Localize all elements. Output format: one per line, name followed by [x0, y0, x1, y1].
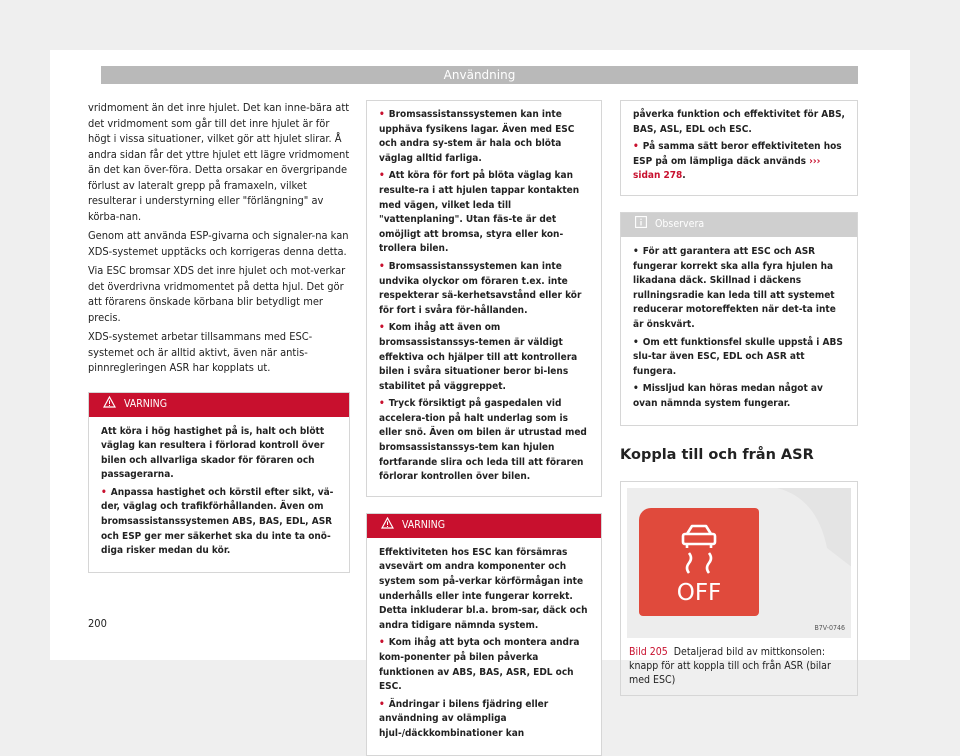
figure — [620, 481, 858, 696]
warning-triangle-icon — [381, 517, 394, 535]
body-paragraph: Via ESC bromsar XDS det inre hjulet och mot-verkar det överdrivna vridmomentet på detta hjul. Det gör att förarens önskade körbana blir betydligt mer precis. — [88, 264, 346, 324]
warning-bullet: • Kom ihåg att byta och montera andra kom-ponenter på bilen påverka funktionen av ABS, BAS, ASR, EDL och ESC. — [379, 637, 580, 693]
bullet-icon: • — [633, 141, 639, 153]
bullet-icon: • — [379, 698, 385, 710]
note-bullet: • Om ett funktionsfel skulle uppstå i ABS slu-tar även ESC, EDL och ASR att fungera. — [633, 336, 843, 377]
column-right — [620, 100, 858, 696]
warning-intro: Att köra i hög hastighet på is, halt och blött väglag kan resultera i förlorad kontroll över bilen och allvarliga skador för föraren och passagerarna. — [101, 425, 325, 481]
body-paragraph: vridmoment än det inre hjulet. Det kan inne-bära att det vridmoment som går till det inre hjulet är för högt i vissa situationer, vilket gör att hjulet slirar. Å andra sidan får det yttre hjulet ett lägre vridmoment än det kan över-föra. Detta orsakar en övergripande förlust av lateralt grepp på framaxeln, vilket resulterar i understyrning eller "förlängning" av körba-nan. — [88, 101, 350, 223]
skid-car-icon — [639, 508, 759, 616]
asr-off-button — [639, 508, 759, 616]
bullet-icon: • — [633, 336, 639, 348]
warning-intro: Effektiviteten hos ESC kan försämras avsevärt om andra komponenter och system som på-verkar körförmågan inte underhålls eller inte fungerar korrekt. Detta inkluderar bl.a. brom-sar, däck och andra tidigare nämnda system. — [379, 546, 588, 631]
warning-title: VARNING — [402, 519, 446, 532]
manual-page — [50, 50, 910, 739]
warning-body — [89, 417, 349, 572]
warning-bullet: • Bromsassistanssystemen kan inte upphäva fysikens lagar. Även med ESC och andra sy-stem är hala och blöta väglag alltid farliga. — [379, 109, 575, 164]
bullet-icon: • — [379, 260, 385, 272]
bullet-icon: • — [379, 322, 385, 334]
warning-bullet: • Att köra för fort på blöta väglag kan resulte-ra i att hjulen tappar kontakten med vägen, vilket leda till "vattenplaning". Utan fäs-te är det omöjligt att bromsa, styra eller kon-trollera bilen. — [379, 170, 580, 255]
note-box — [620, 212, 858, 426]
note-bullet: • Missljud kan höras medan något av ovan nämnda system fungerar. — [633, 383, 823, 409]
warning-bullet: • Tryck försiktigt på gaspedalen vid accelera-tion på halt underlag som is eller snö. Även om bilen är utrustad med bromsassistanssys-tem kan hjulen fortfarande slira och leda till att föraren förlorar kontrollen över bilen. — [379, 398, 587, 483]
warning-triangle-icon — [103, 396, 116, 414]
note-body — [621, 237, 857, 425]
bullet-icon: • — [379, 398, 385, 410]
warning-box — [88, 392, 350, 573]
note-bullet: • För att garantera att ESC och ASR fungerar korrekt ska alla fyra hjulen ha likadana däck. Skillnad i däckens rullningsradie kan leda till att systemet reducerar motoreffekten när det-ta inte är önskvärt. — [633, 245, 836, 330]
warning-header — [367, 514, 601, 538]
bullet-icon: • — [633, 383, 639, 395]
warning-box — [366, 513, 602, 756]
warning-bullet: • På samma sätt beror effektiviteten hos ESP på om lämpliga däck används ››› sidan 278. — [633, 141, 842, 182]
warning-bullet: • Anpassa hastighet och körstil efter sikt, vä-der, väglag och trafikförhållanden. Även om bromsassistanssystemen ABS, BAS, EDL, ASR och ESP ger mer säkerhet ska du inte ta onö-diga risker medan du kör. — [101, 486, 334, 557]
warning-title: VARNING — [124, 397, 168, 410]
warning-header — [89, 393, 349, 417]
body-paragraph: XDS-systemet arbetar tillsammans med ESC-systemet och är alltid aktivt, även när antis-pinnregleringen ASR har kopplats ut. — [88, 330, 313, 374]
warning-bullet: • Bromsassistanssystemen kan inte undvika olyckor om föraren t.ex. inte respekterar sä-kerhetsavstånd eller kör för fort i svåra för-hållanden. — [379, 260, 582, 316]
info-icon — [635, 216, 647, 234]
warning-bullet: • Kom ihåg att även om bromsassistanssys-temen är väldigt effektiva och hjälper till att kontrollera bilen i svåra situationer beror bi-lens stabilitet på väggreppet. — [379, 322, 578, 392]
caption-text: Detaljerad bild av mittkonsolen: knapp för att koppla till och från ASR (bilar med ESC) — [629, 646, 831, 686]
bullet-icon: • — [379, 637, 385, 649]
page-number: 200 — [88, 617, 107, 630]
note-header — [621, 213, 857, 237]
bullet-icon: • — [633, 245, 639, 257]
page-link[interactable]: sidan 278 — [633, 170, 683, 182]
note-title: Observera — [655, 218, 705, 231]
warning-bullet: • Ändringar i bilens fjädring eller användning av olämpliga hjul-/däckkombinationer kan — [379, 698, 549, 739]
image-code: B7V-0746 — [814, 623, 845, 632]
warning-continuation-box — [366, 100, 602, 497]
body-paragraph: Genom att använda ESP-givarna och signaler-na kan XDS-systemet upptäcks och korrigeras denna detta. — [88, 229, 349, 258]
off-label: OFF — [676, 580, 722, 606]
bullet-icon: • — [379, 109, 385, 120]
continuation-text: påverka funktion och effektivitet för ABS, BAS, ASL, EDL och ESC. — [633, 109, 845, 135]
bullet-icon: • — [379, 170, 385, 182]
bullet-icon: • — [101, 486, 107, 498]
column-left — [88, 100, 350, 573]
page-link-arrows[interactable]: ››› — [809, 155, 821, 167]
page-header: Användning — [101, 66, 858, 84]
warning-continuation-box — [620, 100, 858, 196]
warning-body — [367, 538, 601, 755]
caption-number: Bild 205 — [629, 646, 668, 658]
figure-image — [627, 488, 851, 638]
column-middle — [366, 100, 602, 756]
section-title: Koppla till och från ASR — [620, 446, 814, 463]
figure-caption — [621, 638, 857, 695]
